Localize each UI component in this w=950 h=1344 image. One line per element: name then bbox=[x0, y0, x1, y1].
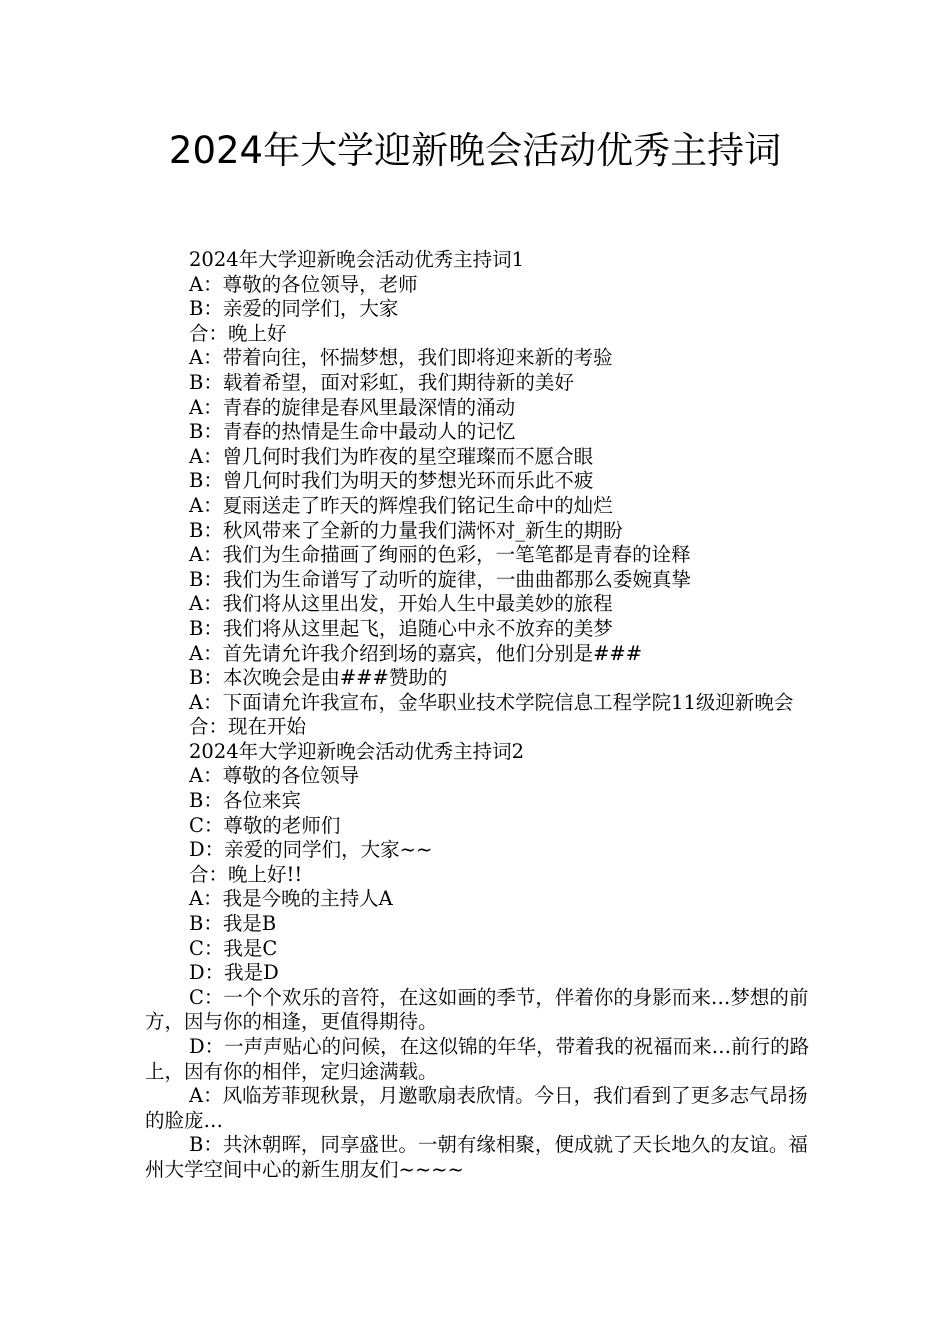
paragraph: 合：晚上好 bbox=[189, 321, 287, 345]
paragraph: A：夏雨送走了昨天的辉煌我们铭记生命中的灿烂 bbox=[189, 493, 613, 517]
paragraph: B：青春的热情是生命中最动人的记忆 bbox=[189, 420, 516, 444]
paragraph: D：亲爱的同学们，大家~~ bbox=[189, 838, 433, 862]
document-title: 2024年大学迎新晚会活动优秀主持词 bbox=[168, 129, 782, 172]
paragraph: B：我是B bbox=[189, 912, 277, 936]
paragraph: C：尊敬的老师们 bbox=[189, 813, 341, 837]
paragraph: 合：晚上好!! bbox=[189, 862, 303, 886]
document-body bbox=[145, 248, 810, 1183]
paragraph: B：我们为生命谱写了动听的旋律，一曲曲都那么委婉真挚 bbox=[189, 567, 691, 591]
paragraph: A：首先请允许我介绍到场的嘉宾，他们分别是### bbox=[189, 641, 643, 665]
paragraph: B：各位来宾 bbox=[189, 789, 301, 813]
paragraph: A：带着向往，怀揣梦想，我们即将迎来新的考验 bbox=[189, 346, 613, 370]
paragraph: A：尊敬的各位领导 bbox=[189, 764, 360, 788]
paragraph: 合：现在开始 bbox=[189, 715, 307, 739]
paragraph: B：秋风带来了全新的力量我们满怀对_新生的期盼 bbox=[189, 518, 623, 542]
paragraph: B：载着希望，面对彩虹，我们期待新的美好 bbox=[189, 370, 574, 394]
paragraph: C：一个个欢乐的音符，在这如画的季节，伴着你的身影而来…梦想的前方，因与你的相逢，更值得期待。 bbox=[145, 985, 809, 1034]
paragraph: B：我们将从这里起飞，追随心中永不放弃的美梦 bbox=[189, 616, 613, 640]
paragraph: B：亲爱的同学们，大家 bbox=[189, 297, 399, 321]
paragraph: B：共沐朝晖，同享盛世。一朝有缘相聚，便成就了天长地久的友谊。福州大学空间中心的新生朋友们~~~~ bbox=[145, 1133, 808, 1181]
paragraph: B：曾几何时我们为明天的梦想光环而乐此不疲 bbox=[189, 469, 594, 493]
paragraph: A：我们为生命描画了绚丽的色彩，一笔笔都是青春的诠释 bbox=[189, 543, 691, 567]
paragraph: D：一声声贴心的问候，在这似锦的年华，带着我的祝福而来…前行的路上，因有你的相伴，定归途满载。 bbox=[145, 1035, 810, 1083]
paragraph: A：青春的旋律是春风里最深情的涌动 bbox=[189, 395, 516, 419]
paragraph: A：我们将从这里出发，开始人生中最美妙的旅程 bbox=[189, 592, 613, 616]
paragraph: A：风临芳菲现秋景，月邀歌扇表欣情。今日，我们看到了更多志气昂扬的脸庞… bbox=[145, 1084, 808, 1132]
paragraph: A：曾几何时我们为昨夜的星空璀璨而不愿合眼 bbox=[189, 444, 594, 468]
paragraph: C：我是C bbox=[189, 936, 278, 960]
paragraph: A：我是今晚的主持人A bbox=[189, 887, 393, 911]
paragraph: A：尊敬的各位领导，老师 bbox=[189, 272, 418, 296]
paragraph: B：本次晚会是由###赞助的 bbox=[189, 666, 448, 690]
paragraph: A：下面请允许我宣布，金华职业技术学院信息工程学院11级迎新晚会 bbox=[189, 690, 794, 714]
paragraph: 2024年大学迎新晚会活动优秀主持词1 bbox=[189, 248, 525, 271]
paragraph: 2024年大学迎新晚会活动优秀主持词2 bbox=[189, 739, 525, 763]
paragraph: D：我是D bbox=[189, 961, 279, 985]
